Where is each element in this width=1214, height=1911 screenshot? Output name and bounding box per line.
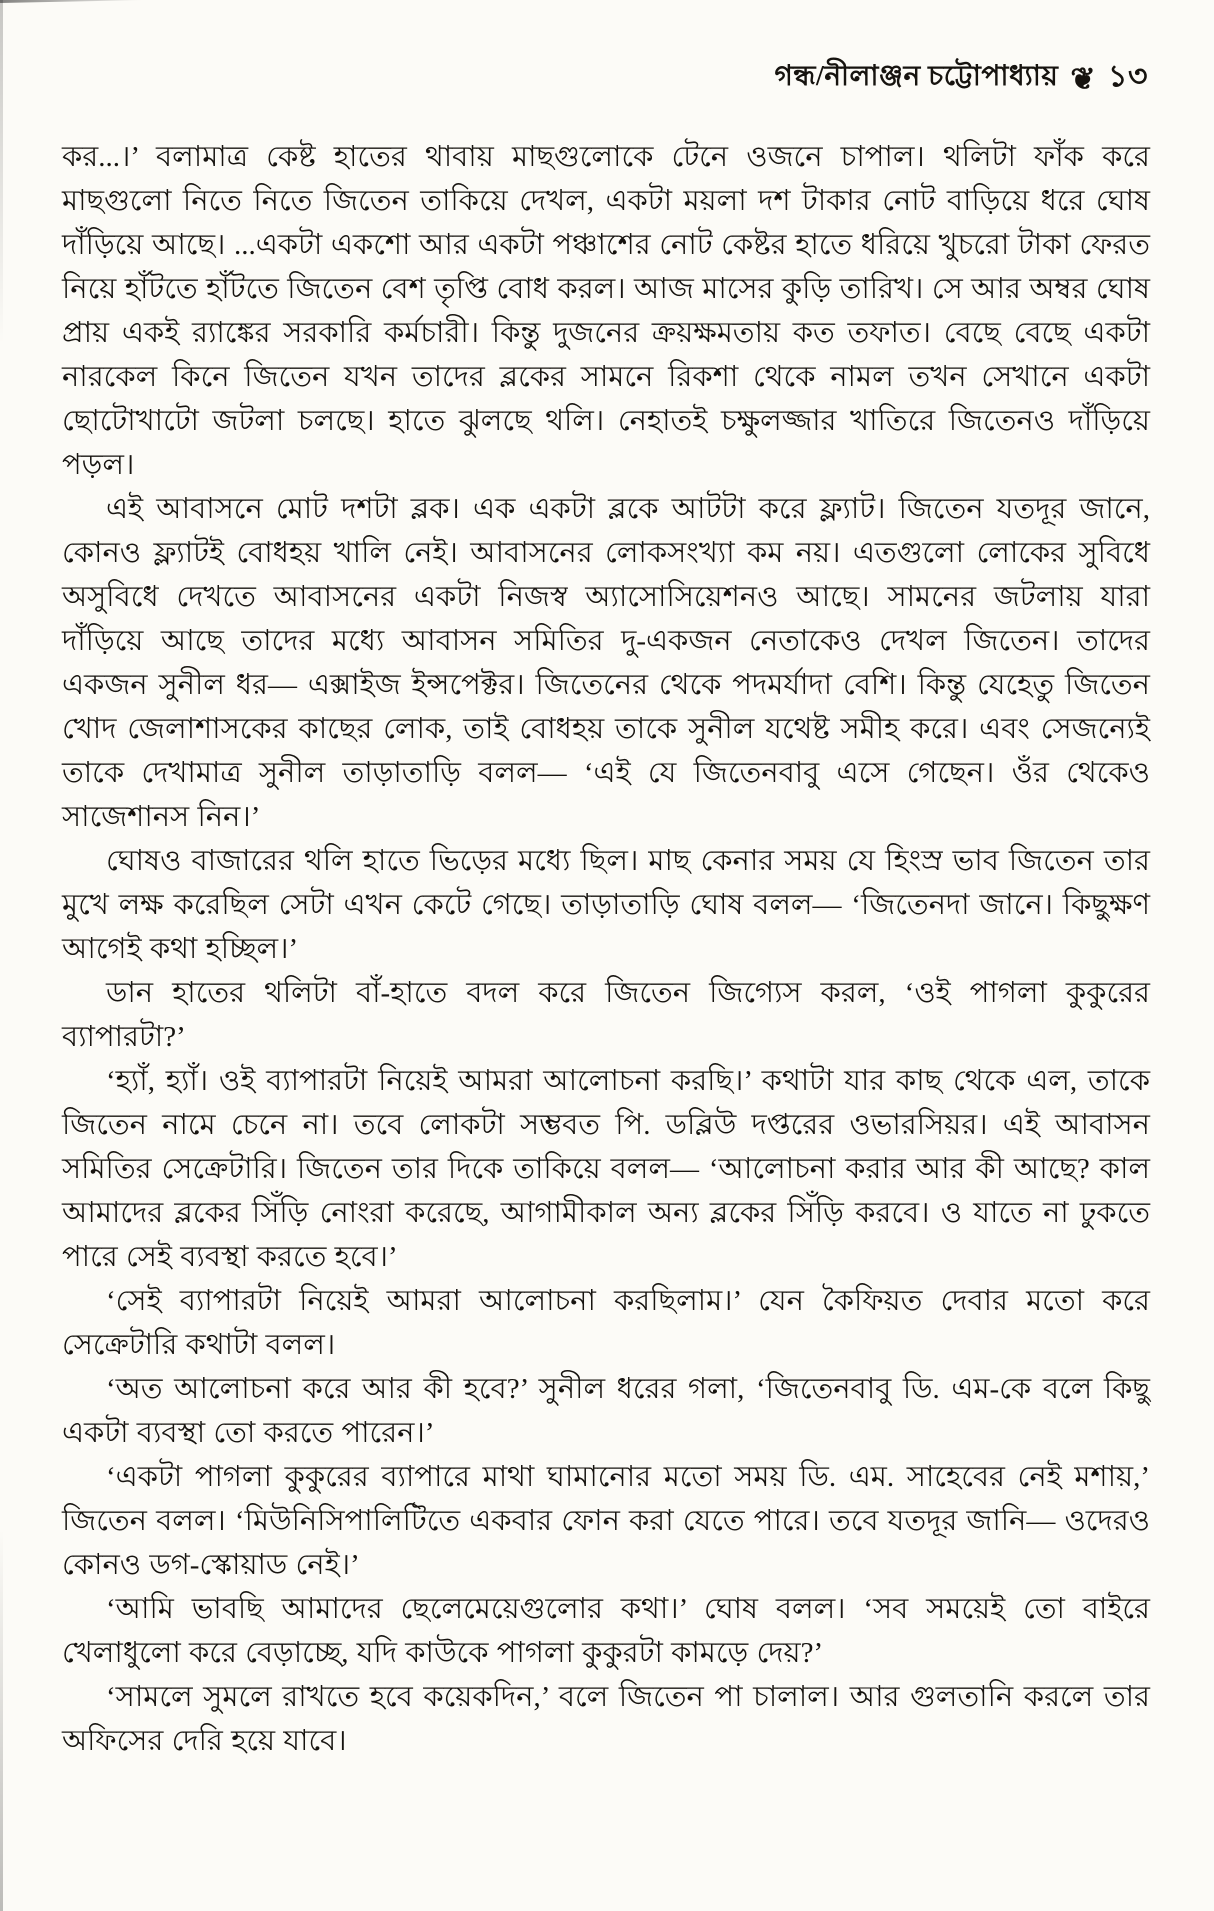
paragraph: ডান হাতের থলিটা বাঁ-হাতে বদল করে জিতেন জিগ্যেস করল, ‘ওই পাগলা কুকুরের ব্যাপারটা?’ bbox=[62, 977, 1150, 1053]
paragraph: এই আবাসনে মোট দশটা ব্লক। এক একটা ব্লকে আটটা করে ফ্ল্যাট। জিতেন যতদূর জানে, কোনও ফ্ল্যাটই বোধহয় খালি নেই। আবাসনের লোকসংখ্যা কম নয়। এতগুলো লোকের সুবিধে অসুবিধে দেখতে আবাসনের একটা নিজস্ব অ্যাসোসিয়েশনও আছে। সামনের জটলায় যারা দাঁড়িয়ে আছে তাদের মধ্যে আবাসন সমিতির দু-একজন নেতাকেও দেখল জিতেন। তাদের একজন সুনীল ধর— এক্সাইজ ইন্সপেক্টর। জিতেনের থেকে পদমর্যাদা বেশি। কিন্তু যেহেতু জিতেন খোদ জেলাশাসকের কাছের লোক, তাই বোধহয় তাকে সুনীল যথেষ্ট সমীহ করে। এবং সেজন্যেই তাকে দেখামাত্র সুনীল তাড়াতাড়ি বলল— ‘এই যে জিতেনবাবু এসে গেছেন। ওঁর থেকেও সাজেশানস নিন।’ bbox=[62, 493, 1150, 833]
paragraph: ‘একটা পাগলা কুকুরের ব্যাপারে মাথা ঘামানোর মতো সময় ডি. এম. সাহেবের নেই মশায়,’ জিতেন বলল। ‘মিউনিসিপালিটিতে একবার ফোন করা যেতে পারে। তবে যতদূর জানি— ওদেরও কোনও ডগ-স্কোয়াড নেই।’ bbox=[62, 1461, 1150, 1581]
fleuron-ornament-icon: ❦ bbox=[1070, 62, 1097, 96]
page-body bbox=[62, 133, 1150, 1763]
page-number: ১৩ bbox=[1108, 60, 1148, 93]
paragraph: ঘোষও বাজারের থলি হাতে ভিড়ের মধ্যে ছিল। মাছ কেনার সময় যে হিংস্র ভাব জিতেন তার মুখে লক্ষ করেছিল সেটা এখন কেটে গেছে। তাড়াতাড়ি ঘোষ বলল— ‘জিতেনদা জানে। কিছুক্ষণ আগেই কথা হচ্ছিল।’ bbox=[62, 845, 1150, 965]
running-header bbox=[62, 52, 1150, 103]
paragraph: ‘অত আলোচনা করে আর কী হবে?’ সুনীল ধরের গলা, ‘জিতেনবাবু ডি. এম-কে বলে কিছু একটা ব্যবস্থা তো করতে পারেন।’ bbox=[62, 1373, 1150, 1449]
running-title: গন্ধ/নীলাঞ্জন চট্টোপাধ্যায় bbox=[774, 61, 1059, 92]
paragraph: ‘হ্যাঁ, হ্যাঁ। ওই ব্যাপারটা নিয়েই আমরা আলোচনা করছি।’ কথাটা যার কাছ থেকে এল, তাকে জিতেন নামে চেনে না। তবে লোকটা সম্ভবত পি. ডব্লিউ দপ্তরের ওভারসিয়র। এই আবাসন সমিতির সেক্রেটারি। জিতেন তার দিকে তাকিয়ে বলল— ‘আলোচনা করার আর কী আছে? কাল আমাদের ব্লকের সিঁড়ি নোংরা করেছে, আগামীকাল অন্য ব্লকের সিঁড়ি করবে। ও যাতে না ঢুকতে পারে সেই ব্যবস্থা করতে হবে।’ bbox=[62, 1065, 1150, 1273]
paragraph: কর...।’ বলামাত্র কেষ্ট হাতের থাবায় মাছগুলোকে টেনে ওজনে চাপাল। থলিটা ফাঁক করে মাছগুলো নিতে নিতে জিতেন তাকিয়ে দেখল, একটা ময়লা দশ টাকার নোট বাড়িয়ে ধরে ঘোষ দাঁড়িয়ে আছে। ...একটা একশো আর একটা পঞ্চাশের নোট কেষ্টর হাতে ধরিয়ে খুচরো টাকা ফেরত নিয়ে হাঁটতে হাঁটতে জিতেন বেশ তৃপ্তি বোধ করল। আজ মাসের কুড়ি তারিখ। সে আর অম্বর ঘোষ প্রায় একই র‍্যাঙ্কের সরকারি কর্মচারী। কিন্তু দুজনের ক্রয়ক্ষমতায় কত তফাত। বেছে বেছে একটা নারকেল কিনে জিতেন যখন তাদের ব্লকের সামনে রিকশা থেকে নামল তখন সেখানে একটা ছোটোখাটো জটলা চলছে। হাতে ঝুলছে থলি। নেহাতই চক্ষুলজ্জার খাতিরে জিতেনও দাঁড়িয়ে পড়ল। bbox=[62, 141, 1150, 481]
paragraph: ‘আমি ভাবছি আমাদের ছেলেমেয়েগুলোর কথা।’ ঘোষ বলল। ‘সব সময়েই তো বাইরে খেলাধুলো করে বেড়াচ্ছে, যদি কাউকে পাগলা কুকুরটা কামড়ে দেয়?’ bbox=[62, 1593, 1150, 1669]
paragraph: ‘সামলে সুমলে রাখতে হবে কয়েকদিন,’ বলে জিতেন পা চালাল। আর গুলতানি করলে তার অফিসের দেরি হয়ে যাবে। bbox=[62, 1681, 1150, 1757]
paragraph: ‘সেই ব্যাপারটা নিয়েই আমরা আলোচনা করছিলাম।’ যেন কৈফিয়ত দেবার মতো করে সেক্রেটারি কথাটা বলল। bbox=[62, 1285, 1150, 1361]
